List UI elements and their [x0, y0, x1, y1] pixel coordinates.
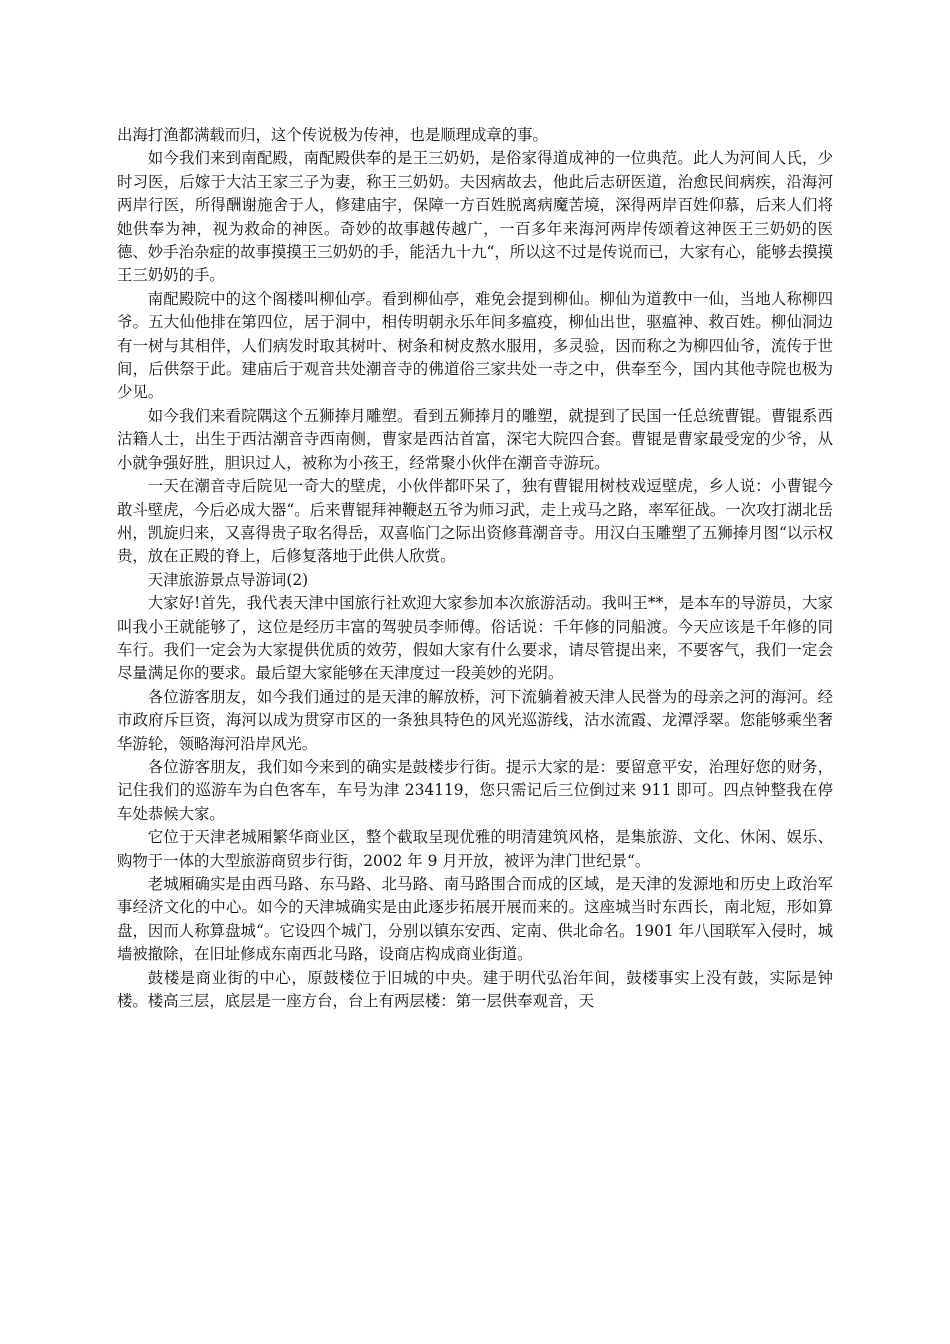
- document-body: [117, 124, 833, 1013]
- paragraph-drum-tower-street: 各位游客朋友，我们如今来到的确实是鼓楼步行街。提示大家的是：要留意平安，治理好您的财务，记住我们的巡游车为白色客车，车号为津 234119，您只需记后三位倒过来 911 即可。四点钟整我在停车处恭候大家。: [117, 757, 833, 823]
- paragraph-south-hall: 如今我们来到南配殿，南配殿供奉的是王三奶奶，是俗家得道成神的一位典范。此人为河间人氏，少时习医，后嫁于大沽王家三子为妻，称王三奶奶。夫因病故去，他此后志研医道，治愈民间病疾，沿海河两岸行医，所得酬谢施舍于人，修建庙宇，保障一方百姓脱离病魔苦境，深得两岸百姓仰慕，后来人们将她供奉为神，视为救命的神医。奇妙的故事越传越广，一百多年来海河两岸传颂着这神医王三奶奶的医德、妙手治杂症的故事摸摸王三奶奶的手，能活九十九“，所以这不过是传说而已，大家有心，能够去摸摸王三奶奶的手。: [117, 149, 833, 285]
- paragraph-old-city-walls: 老城厢确实是由西马路、东马路、北马路、南马路围合而成的区域，是天津的发源地和历史上政治军事经济文化的中心。如今的天津城确实是由此逐步拓展开展而来的。这座城当时东西长，南北短，形如算盘，因而人称算盘城“。它设四个城门，分别以镇东安西、定南、供北命名。1901 年八国联军入侵时，城墙被撤除，在旧址修成东南西北马路，设商店构成商业街道。: [117, 875, 833, 964]
- paragraph-welcome: 大家好!首先，我代表天津中国旅行社欢迎大家参加本次旅游活动。我叫王**，是本车的导游员，大家叫我小王就能够了，这位是经历丰富的驾驶员李师傅。俗话说：千年修的同船渡。今天应该是千年修的同车行。我们一定会为大家提供优质的效劳，假如大家有什么要求，请尽管提出来，不要客气，我们一定会尽量满足你的要求。最后望大家能够在天津度过一段美妙的光阴。: [117, 594, 833, 683]
- paragraph-old-city-district: 它位于天津老城厢繁华商业区，整个截取呈现优雅的明清建筑风格，是集旅游、文化、休闲、娱乐、购物于一体的大型旅游商贸步行街，2002 年 9 月开放，被评为津门世纪景“。: [117, 828, 833, 870]
- section-heading: 天津旅游景点导游词(2): [147, 570, 309, 589]
- paragraph-jiefang-bridge: 各位游客朋友，如今我们通过的是天津的解放桥，河下流躺着被天津人民誉为的母亲之河的海河。经市政府斥巨资，海河以成为贯穿市区的一条独具特色的风光巡游线，沽水流霞、龙潭浮翠。您能够乘坐奢华游轮，领略海河沿岸风光。: [117, 687, 833, 753]
- paragraph-liuxian-pavilion: 南配殿院中的这个阁楼叫柳仙亭。看到柳仙亭，难免会提到柳仙。柳仙为道教中一仙，当地人称柳四爷。五大仙他排在第四位，居于洞中，相传明朝永乐年间多瘟疫，柳仙出世，驱瘟神、救百姓。柳仙洞边有一树与其相伴，人们病发时取其树叶、树条和树皮熬水服用，多灵验，因而称之为柳四仙爷，流传于世间，后供祭于此。建庙后于观音共处潮音寺的佛道俗三家共处一寺之中，供奉至今，国内其他寺院也极为少见。: [117, 289, 833, 402]
- paragraph-five-lions-sculpture: 如今我们来看院隅这个五狮捧月雕塑。看到五狮捧月的雕塑，就提到了民国一任总统曹锟。曹锟系西沽籍人士，出生于西沽潮音寺西南侧，曹家是西沽首富，深宅大院四合套。曹锟是曹家最受宠的少爷，从小就争强好胜，胆识过人，被称为小孩王，经常聚小伙伴在潮音寺游玩。: [117, 406, 833, 472]
- paragraph-continuation: 出海打渔都满载而归，这个传说极为传神，也是顺理成章的事。: [117, 126, 548, 144]
- paragraph-gecko-story: 一天在潮音寺后院见一奇大的壁虎，小伙伴都吓呆了，独有曹锟用树枝戏逗壁虎，乡人说：小曹锟今敢斗壁虎，今后必成大器“。后来曹锟拜神鞭赵五爷为师习武，走上戎马之路，率军征战。一次攻打湖北岳州，凯旋归来，又喜得贵子取名得岳，双喜临门之际出资修葺潮音寺。用汉白玉雕塑了五狮捧月图“以示权贵，放在正殿的脊上，后修复落地于此供人欣赏。: [117, 477, 833, 566]
- paragraph-drum-tower: 鼓楼是商业街的中心，原鼓楼位于旧城的中央。建于明代弘治年间，鼓楼事实上没有鼓，实际是钟楼。楼高三层，底层是一座方台，台上有两层楼：第一层供奉观音，天: [117, 968, 833, 1011]
